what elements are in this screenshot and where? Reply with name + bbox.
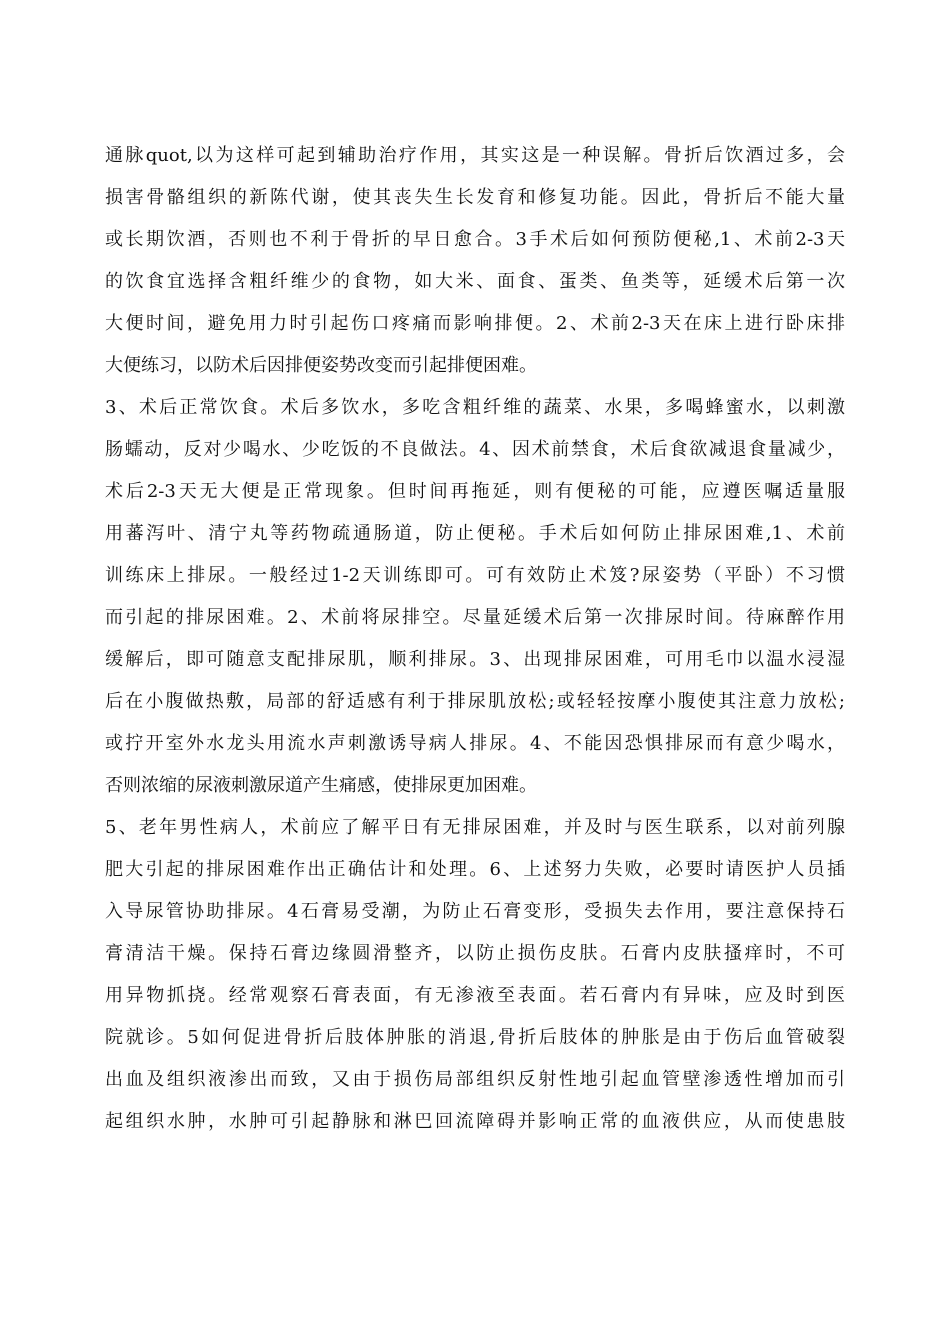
text-line: 大便练习，以防术后因排便姿势改变而引起排便困难。: [105, 355, 537, 376]
text-line: 训练床上排尿。一般经过1-2天训练即可。可有效防止术笈?尿姿势（平卧）不习惯: [105, 565, 845, 586]
text-line: 或长期饮酒，否则也不利于骨折的早日愈合。3手术后如何预防便秘,1、术前2-3天: [105, 229, 845, 250]
text-line: 损害骨骼组织的新陈代谢，使其丧失生长发育和修复功能。因此，骨折后不能大量: [105, 187, 845, 208]
text-line: 起组织水肿，水肿可引起静脉和淋巴回流障碍并影响正常的血液供应，从而使患肢: [105, 1111, 845, 1132]
text-line: 通脉quot,以为这样可起到辅助治疗作用，其实这是一种误解。骨折后饮酒过多，会: [105, 145, 845, 166]
text-line: 后在小腹做热敷，局部的舒适感有利于排尿肌放松;或轻轻按摩小腹使其注意力放松;: [105, 691, 845, 712]
text-line: 出血及组织液渗出而致，又由于损伤局部组织反射性地引起血管壁渗透性增加而引: [105, 1069, 845, 1090]
text-line: 大便时间，避免用力时引起伤口疼痛而影响排便。2、术前2-3天在床上进行卧床排: [105, 313, 845, 334]
text-line: 院就诊。5如何促进骨折后肢体肿胀的消退,骨折后肢体的肿胀是由于伤后血管破裂: [105, 1027, 845, 1048]
text-line: 膏清洁干燥。保持石膏边缘圆滑整齐，以防止损伤皮肤。石膏内皮肤搔痒时，不可: [105, 943, 845, 964]
text-line: 或拧开室外水龙头用流水声刺激诱导病人排尿。4、不能因恐惧排尿而有意少喝水，: [105, 733, 845, 754]
text-line: 5、老年男性病人，术前应了解平日有无排尿困难，并及时与医生联系，以对前列腺: [105, 817, 845, 838]
text-line: 入导尿管协助排尿。4石膏易受潮，为防止石膏变形，受损失去作用，要注意保持石: [105, 901, 845, 922]
text-line: 肥大引起的排尿困难作出正确估计和处理。6、上述努力失败，必要时请医护人员插: [105, 859, 845, 880]
text-line: 用异物抓挠。经常观察石膏表面，有无渗液至表面。若石膏内有异味，应及时到医: [105, 985, 845, 1006]
text-line: 术后2-3天无大便是正常现象。但时间再拖延，则有便秘的可能，应遵医嘱适量服: [105, 481, 845, 502]
text-line: 的饮食宜选择含粗纤维少的食物，如大米、面食、蛋类、鱼类等，延缓术后第一次: [105, 271, 845, 292]
text-line: 肠蠕动，反对少喝水、少吃饭的不良做法。4、因术前禁食，术后食欲减退食量减少，: [105, 439, 845, 460]
text-line: 而引起的排尿困难。2、术前将尿排空。尽量延缓术后第一次排尿时间。待麻醉作用: [105, 607, 845, 628]
text-line: 否则浓缩的尿液刺激尿道产生痛感，使排尿更加困难。: [105, 775, 537, 796]
text-line: 用蕃泻叶、清宁丸等药物疏通肠道，防止便秘。手术后如何防止排尿困难,1、术前: [105, 523, 845, 544]
text-line: 缓解后，即可随意支配排尿肌，顺利排尿。3、出现排尿困难，可用毛巾以温水浸湿: [105, 649, 845, 670]
text-line: 3、术后正常饮食。术后多饮水，多吃含粗纤维的蔬菜、水果，多喝蜂蜜水，以刺激: [105, 397, 845, 418]
